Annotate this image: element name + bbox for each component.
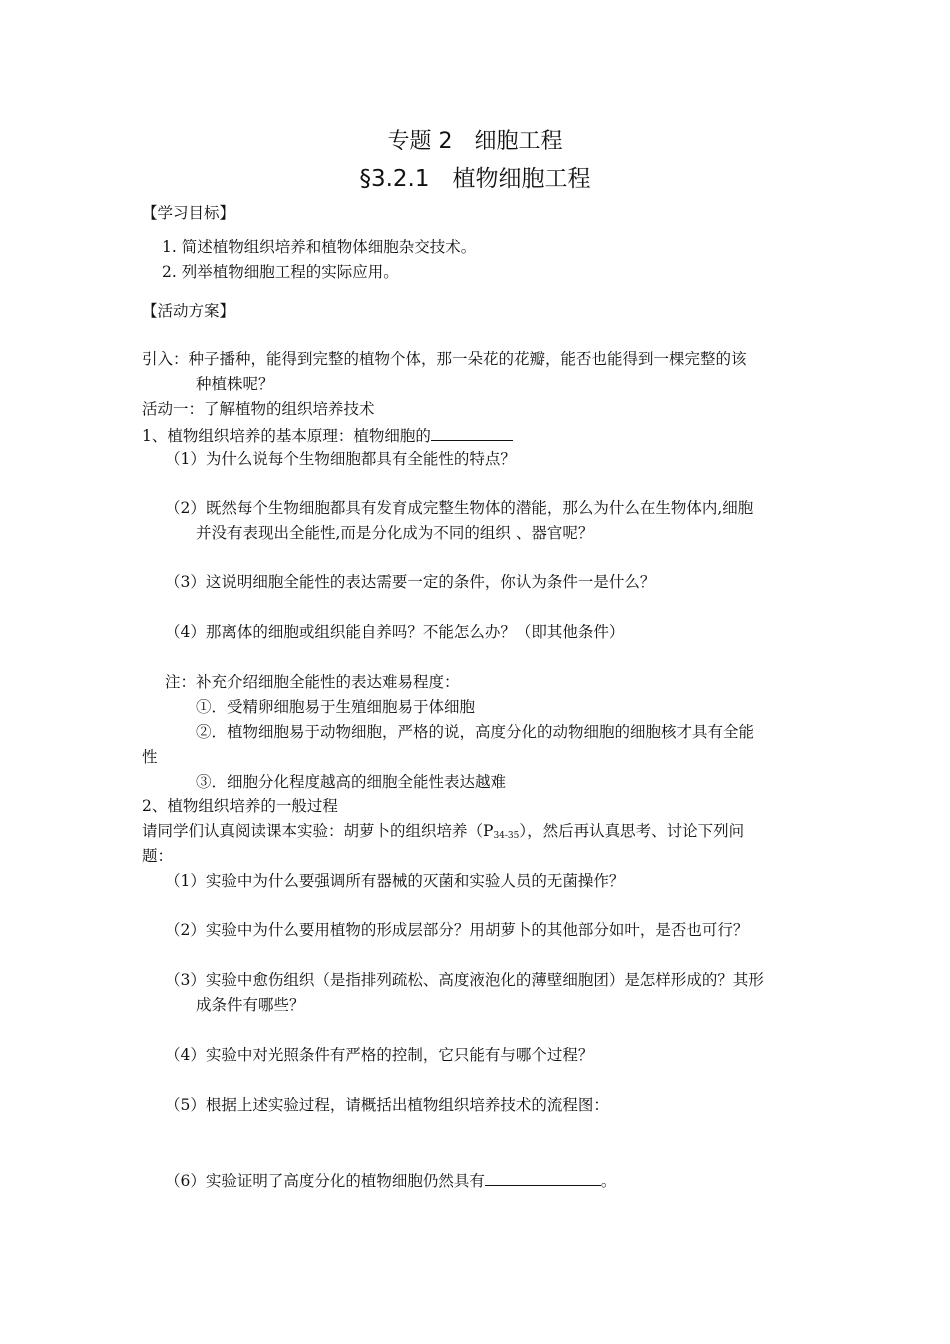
reading-instruction-line-2: 题： bbox=[142, 847, 174, 865]
question-2-1: （1）实验中为什么要强调所有器械的灭菌和实验人员的无菌操作？ bbox=[165, 872, 625, 890]
page-title: 专题 2 细胞工程 bbox=[387, 129, 563, 154]
section-1-text: 1、植物组织培养的基本原理：植物细胞的 bbox=[142, 427, 431, 445]
reading-instruction-line-1 bbox=[142, 821, 744, 846]
question-1-2-line-2: 并没有表现出全能性,而是分化成为不同的组织 、器官呢？ bbox=[196, 524, 594, 542]
goal-item-1: 1. 简述植物组织培养和植物体细胞杂交技术。 bbox=[162, 238, 477, 256]
goals-heading: 【学习目标】 bbox=[142, 204, 236, 222]
question-2-5: （5）根据上述实验过程，请概括出植物组织培养技术的流程图： bbox=[165, 1096, 609, 1114]
question-2-6-text: （6）实验证明了高度分化的植物细胞仍然具有 bbox=[165, 1172, 485, 1190]
question-1-1: （1）为什么说每个生物细胞都具有全能性的特点？ bbox=[165, 450, 516, 468]
answer-blank-1[interactable] bbox=[431, 424, 513, 441]
intro-line-2: 种植株呢？ bbox=[196, 375, 274, 393]
plan-heading: 【活动方案】 bbox=[142, 302, 236, 320]
question-2-3-line-1: （3）实验中愈伤组织（是指排列疏松、高度液泡化的薄壁细胞团）是怎样形成的？其形 bbox=[165, 971, 764, 989]
page-range: 34-35 bbox=[493, 831, 520, 841]
note-heading: 注：补充介绍细胞全能性的表达难易程度： bbox=[165, 673, 460, 691]
page-subtitle: §3.2.1 植物细胞工程 bbox=[359, 166, 591, 192]
question-2-4: （4）实验中对光照条件有严格的控制，它只能有与哪个过程？ bbox=[165, 1046, 594, 1064]
note-item-2-line-2: 性 bbox=[142, 748, 158, 766]
intro-line-1: 引入：种子播种，能得到完整的植物个体，那一朵花的花瓣，能否也能得到一棵完整的该 bbox=[142, 350, 747, 368]
question-2-2: （2）实验中为什么要用植物的形成层部分？用胡萝卜的其他部分如叶，是否也可行？ bbox=[165, 921, 749, 939]
activity-one: 活动一：了解植物的组织培养技术 bbox=[142, 400, 375, 418]
note-item-2-line-1: ②．植物细胞易于动物细胞，严格的说，高度分化的动物细胞的细胞核才具有全能 bbox=[196, 723, 755, 741]
goal-item-2: 2. 列举植物细胞工程的实际应用。 bbox=[162, 263, 399, 281]
note-item-3: ③．细胞分化程度越高的细胞全能性表达越难 bbox=[196, 773, 507, 791]
question-1-2-line-1: （2）既然每个生物细胞都具有发育成完整生物体的潜能，那么为什么在生物体内,细胞 bbox=[165, 499, 754, 517]
section-2-heading: 2、植物组织培养的一般过程 bbox=[142, 797, 338, 815]
section-1-heading bbox=[142, 424, 513, 446]
question-2-3-line-2: 成条件有哪些？ bbox=[196, 996, 305, 1014]
reading-text-pre: 请同学们认真阅读课本实验：胡萝卜的组织培养（P bbox=[142, 822, 494, 840]
question-2-6 bbox=[165, 1169, 616, 1191]
question-1-4: （4）那离体的细胞或组织能自养吗？不能怎么办？（即其他条件） bbox=[165, 623, 625, 641]
note-item-1: ①．受精卵细胞易于生殖细胞易于体细胞 bbox=[196, 698, 476, 716]
reading-text-post: ），然后再认真思考、讨论下列问 bbox=[519, 822, 745, 840]
question-2-6-end: 。 bbox=[600, 1172, 617, 1190]
answer-blank-2[interactable] bbox=[485, 1169, 601, 1186]
question-1-3: （3）这说明细胞全能性的表达需要一定的条件，你认为条件一是什么？ bbox=[165, 573, 656, 591]
